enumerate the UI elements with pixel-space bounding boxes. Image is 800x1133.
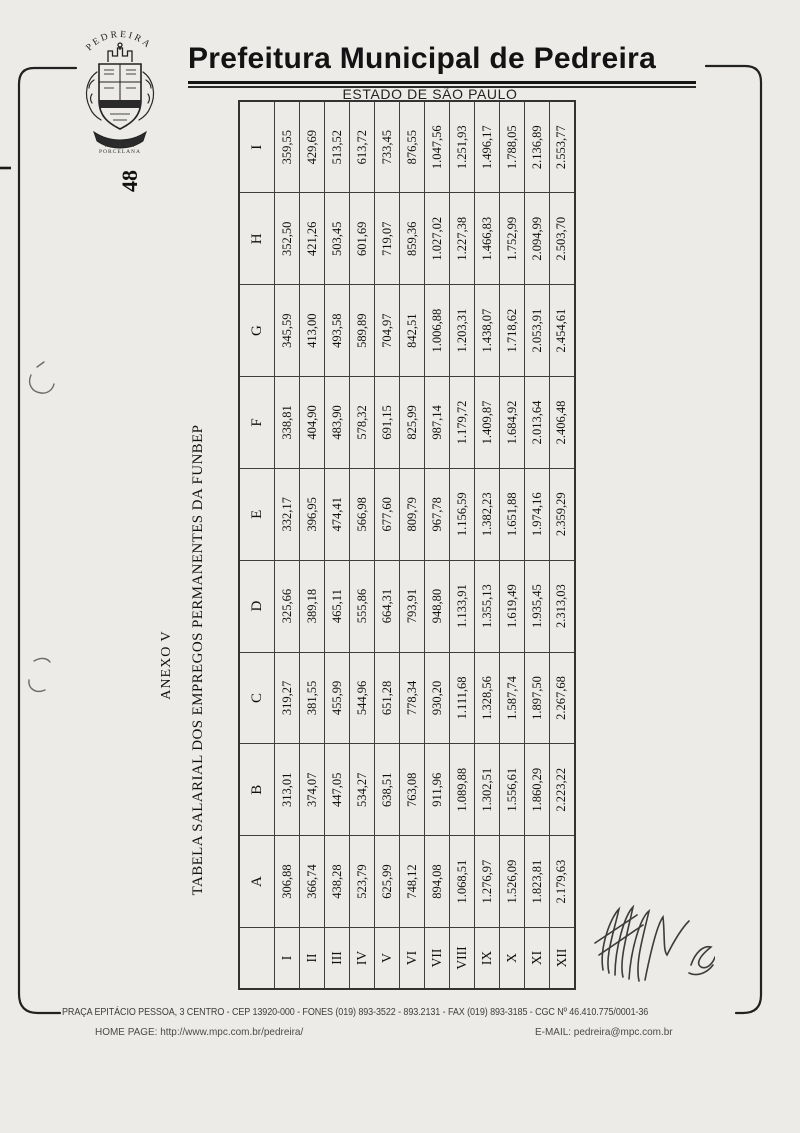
salary-cell: 1.974,16 [525, 468, 550, 560]
salary-cell: 523,79 [350, 836, 375, 928]
salary-cell: 2.454,61 [550, 285, 575, 377]
footer-email: E-MAIL: pedreira@mpc.com.br [535, 1026, 673, 1038]
table-row [275, 101, 300, 989]
table-row [400, 101, 425, 989]
crest-caption-line2: PORCELANA [98, 149, 142, 154]
salary-cell: 404,90 [300, 377, 325, 469]
salary-cell: 1.006,88 [425, 285, 450, 377]
salary-cell: 1.684,92 [500, 377, 525, 469]
salary-cell: 366,74 [300, 836, 325, 928]
salary-cell: 625,99 [375, 836, 400, 928]
salary-cell: 1.382,23 [475, 468, 500, 560]
salary-cell: 809,79 [400, 468, 425, 560]
salary-cell: 2.267,68 [550, 652, 575, 744]
salary-cell: 447,05 [325, 744, 350, 836]
salary-cell: 325,66 [275, 560, 300, 652]
col-header: F [239, 377, 275, 469]
salary-cell: 2.013,64 [525, 377, 550, 469]
table-row [525, 101, 550, 989]
salary-cell: 465,11 [325, 560, 350, 652]
salary-cell: 859,36 [400, 193, 425, 285]
salary-cell: 483,90 [325, 377, 350, 469]
row-label: VI [400, 928, 425, 990]
salary-cell: 733,45 [375, 101, 400, 193]
col-header: A [239, 836, 275, 928]
salary-cell: 987,14 [425, 377, 450, 469]
salary-cell: 1.466,83 [475, 193, 500, 285]
salary-cell: 474,41 [325, 468, 350, 560]
salary-cell: 544,96 [350, 652, 375, 744]
pen-mark-top [30, 362, 54, 393]
signature-scribble [585, 895, 715, 1000]
salary-cell: 1.328,56 [475, 652, 500, 744]
salary-cell: 2.136,89 [525, 101, 550, 193]
salary-cell: 1.823,81 [525, 836, 550, 928]
salary-cell: 1.587,74 [500, 652, 525, 744]
salary-cell: 555,86 [350, 560, 375, 652]
salary-cell: 677,60 [375, 468, 400, 560]
salary-cell: 1.409,87 [475, 377, 500, 469]
salary-cell: 396,95 [300, 468, 325, 560]
salary-cell: 778,34 [400, 652, 425, 744]
salary-cell: 319,27 [275, 652, 300, 744]
salary-cell: 1.935,45 [525, 560, 550, 652]
salary-cell: 1.276,97 [475, 836, 500, 928]
salary-cell: 429,69 [300, 101, 325, 193]
salary-cell: 359,55 [275, 101, 300, 193]
row-label: I [275, 928, 300, 990]
salary-cell: 2.313,03 [550, 560, 575, 652]
row-label: X [500, 928, 525, 990]
salary-cell: 613,72 [350, 101, 375, 193]
salary-cell: 1.156,59 [450, 468, 475, 560]
salary-cell: 513,52 [325, 101, 350, 193]
table-row [300, 101, 325, 989]
col-header: B [239, 744, 275, 836]
salary-cell: 930,20 [425, 652, 450, 744]
table-row [425, 101, 450, 989]
salary-cell: 1.860,29 [525, 744, 550, 836]
salary-cell: 1.556,61 [500, 744, 525, 836]
salary-cell: 876,55 [400, 101, 425, 193]
salary-cell: 1.897,50 [525, 652, 550, 744]
salary-cell: 345,59 [275, 285, 300, 377]
salary-cell: 2.406,48 [550, 377, 575, 469]
salary-cell: 967,78 [425, 468, 450, 560]
salary-cell: 589,89 [350, 285, 375, 377]
col-header: D [239, 560, 275, 652]
salary-cell: 664,31 [375, 560, 400, 652]
col-header: E [239, 468, 275, 560]
salary-cell: 332,17 [275, 468, 300, 560]
salary-cell: 1.089,88 [450, 744, 475, 836]
salary-table [238, 100, 576, 990]
row-label: XII [550, 928, 575, 990]
salary-cell: 1.251,93 [450, 101, 475, 193]
table-row [475, 101, 500, 989]
salary-cell: 1.788,05 [500, 101, 525, 193]
salary-cell: 638,51 [375, 744, 400, 836]
page-subtitle: ESTADO DE SÃO PAULO [342, 86, 518, 102]
salary-cell: 566,98 [350, 468, 375, 560]
svg-text:PEDREIRA [85, 30, 154, 53]
crest-crown-icon [108, 43, 132, 62]
salary-cell: 1.651,88 [500, 468, 525, 560]
border-right [706, 66, 761, 1013]
row-label: II [300, 928, 325, 990]
salary-cell: 1.526,09 [500, 836, 525, 928]
page-number: 48 [117, 170, 142, 192]
table-row [350, 101, 375, 989]
salary-cell: 748,12 [400, 836, 425, 928]
salary-cell: 421,26 [300, 193, 325, 285]
salary-cell: 2.223,22 [550, 744, 575, 836]
salary-cell: 948,80 [425, 560, 450, 652]
salary-cell: 306,88 [275, 836, 300, 928]
table-row [325, 101, 350, 989]
salary-cell: 1.496,17 [475, 101, 500, 193]
salary-cell: 1.355,13 [475, 560, 500, 652]
annex-title: ANEXO V [159, 630, 174, 700]
salary-cell: 503,45 [325, 193, 350, 285]
row-label: III [325, 928, 350, 990]
border-left [19, 68, 76, 1013]
salary-cell: 438,28 [325, 836, 350, 928]
salary-cell: 534,27 [350, 744, 375, 836]
salary-cell: 2.503,70 [550, 193, 575, 285]
annex-subtitle: TABELA SALARIAL DOS EMPREGOS PERMANENTES DA FUNBEP [190, 424, 206, 896]
salary-cell: 1.302,51 [475, 744, 500, 836]
salary-cell: 1.133,91 [450, 560, 475, 652]
crest-caption-line1: FLOR DA [104, 143, 136, 149]
col-header: G [239, 285, 275, 377]
salary-cell: 2.094,99 [525, 193, 550, 285]
salary-cell: 1.718,62 [500, 285, 525, 377]
row-label: IV [350, 928, 375, 990]
salary-cell: 1.027,02 [425, 193, 450, 285]
col-header: C [239, 652, 275, 744]
salary-cell: 1.227,38 [450, 193, 475, 285]
salary-cell: 389,18 [300, 560, 325, 652]
salary-cell: 2.553,77 [550, 101, 575, 193]
salary-cell: 719,07 [375, 193, 400, 285]
salary-cell: 2.359,29 [550, 468, 575, 560]
salary-table-body [275, 101, 575, 989]
row-label: VII [425, 928, 450, 990]
salary-cell: 455,99 [325, 652, 350, 744]
salary-cell: 381,55 [300, 652, 325, 744]
salary-cell: 793,91 [400, 560, 425, 652]
salary-cell: 894,08 [425, 836, 450, 928]
salary-cell: 2.053,91 [525, 285, 550, 377]
col-header: I [239, 101, 275, 193]
table-row [375, 101, 400, 989]
salary-cell: 1.047,56 [425, 101, 450, 193]
row-label: XI [525, 928, 550, 990]
header-row [239, 101, 275, 989]
footer-address: PRAÇA EPITÁCIO PESSOA, 3 CENTRO - CEP 13920-000 - FONES (019) 893-3522 - 893.2131 - FAX (019) 893-3185 - CGC Nº 46.410.775/0001-36 [62, 1007, 649, 1018]
table-row [450, 101, 475, 989]
salary-cell: 1.179,72 [450, 377, 475, 469]
salary-cell: 691,15 [375, 377, 400, 469]
table-row [500, 101, 525, 989]
salary-cell: 352,50 [275, 193, 300, 285]
salary-cell: 763,08 [400, 744, 425, 836]
salary-cell: 1.068,51 [450, 836, 475, 928]
salary-cell: 651,28 [375, 652, 400, 744]
table-corner-cell [239, 928, 275, 990]
salary-cell: 825,99 [400, 377, 425, 469]
salary-cell: 911,96 [425, 744, 450, 836]
salary-cell: 1.438,07 [475, 285, 500, 377]
salary-cell: 842,51 [400, 285, 425, 377]
crest-arc-text: PEDREIRA [84, 29, 154, 54]
salary-cell: 313,01 [275, 744, 300, 836]
salary-cell: 578,32 [350, 377, 375, 469]
row-label: V [375, 928, 400, 990]
salary-cell: 1.619,49 [500, 560, 525, 652]
salary-cell: 2.179,63 [550, 836, 575, 928]
salary-cell: 338,81 [275, 377, 300, 469]
salary-cell: 1.111,68 [450, 652, 475, 744]
row-label: VIII [450, 928, 475, 990]
salary-cell: 1.203,31 [450, 285, 475, 377]
title-underline-thick [188, 81, 696, 84]
salary-cell: 601,69 [350, 193, 375, 285]
annex-rotated-block [115, 100, 575, 990]
table-row [550, 101, 575, 989]
salary-cell: 493,58 [325, 285, 350, 377]
pen-mark-bottom [29, 658, 50, 691]
salary-cell: 374,07 [300, 744, 325, 836]
col-header: H [239, 193, 275, 285]
footer-homepage: HOME PAGE: http://www.mpc.com.br/pedreira/ [95, 1026, 304, 1038]
page-title: Prefeitura Municipal de Pedreira [188, 42, 657, 75]
salary-cell: 1.752,99 [500, 193, 525, 285]
salary-cell: 413,00 [300, 285, 325, 377]
row-label: IX [475, 928, 500, 990]
salary-cell: 704,97 [375, 285, 400, 377]
